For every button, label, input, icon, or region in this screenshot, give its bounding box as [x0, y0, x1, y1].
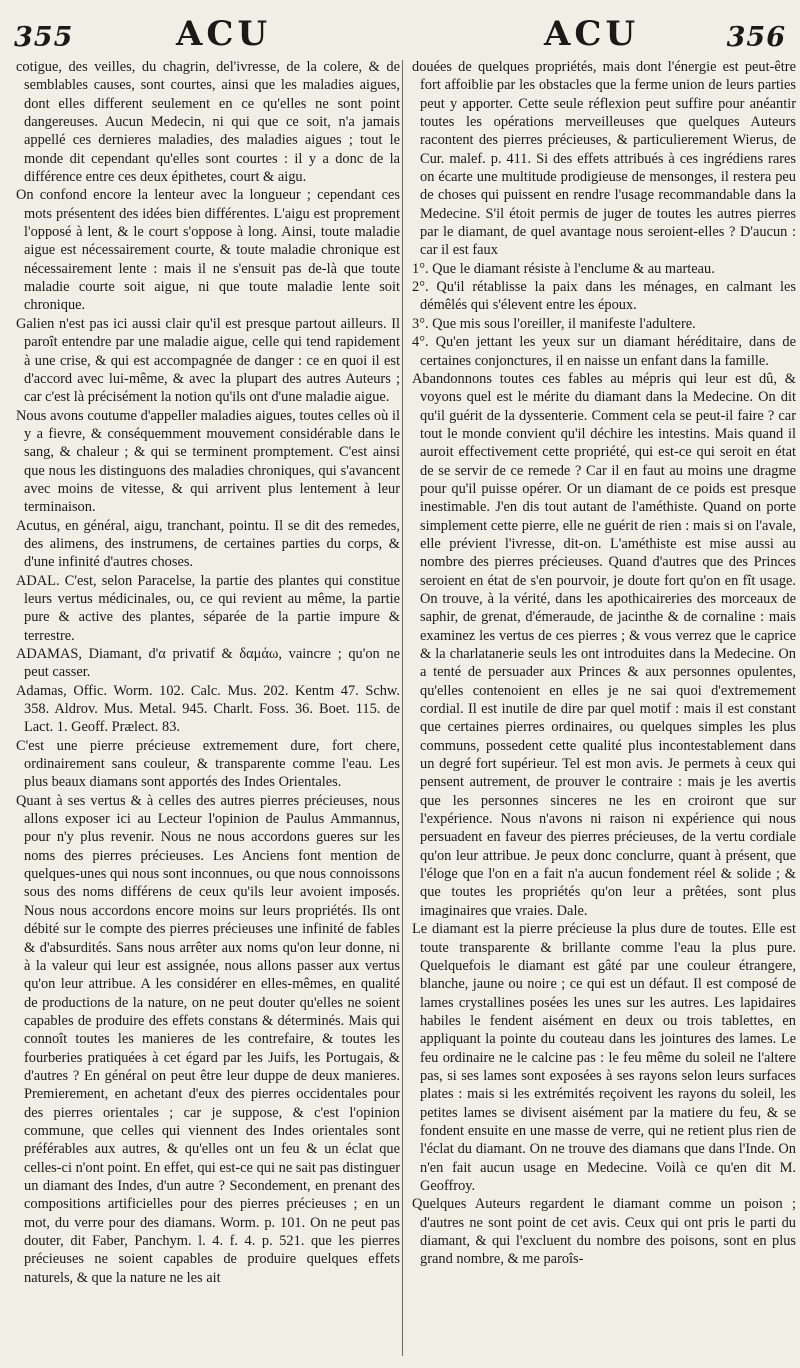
- paragraph: Abandonnons toutes ces fables au mépris qui leur est dû, & voyons quel est le mérite du diamant dans la Medecine. On dit qu'il guérit de la dyssenterie. Comment cela se peut-il faire ? car tout le monde convient qu'il déchire les intestins. Mais quand il auroit effectivement cette propriété, qui est-ce qui seroit en état de se servir de ce remede ? Car il en faut au moins une dragme pour qu'il puisse opérer. Or un diamant de ce poids est presque inestimable. J'en dis tout autant de l'améthiste. Quand on porte simplement cette pierre, elle ne guérit de rien : mais si on l'avale, elle prévient l'ivresse, dit-on. L'améthiste est mise aussi au nombre des pierres précieuses. Quand d'autres que des Princes seroient en état de s'en pourvoir, je doute fort qu'on en fît usage. On trouve, à la vérité, dans les apothicaireries des morceaux de saphir, de grenat, d'émeraude, de jacinthe & de cornaline : mais examinez les vertus de ces pierres ; & vous verrez que le caprice & la charlatanerie seuls les ont introduites dans la Medecine. On a tenté de persuader aux Princes & aux personnes opulentes, qu'elles contenoient en elles je ne sai quoi d'extremement cordial. Il est inutile de dire par quel motif : mais il est constant que certaines pierres ordinaires, ou quelques simples les plus communs, possedent cette qualité plus incontestablement dans un degré fort supérieur. Tel est mon avis. Je permets à ceux qui pensent autrement, de prouver le contraire : mais je les avertis que les personnes sinceres ne les en croiront que sur l'expérience. Nous n'avons ni raison ni expérience qui nous persuadent en faveur des pierres précieuses, de la vertu cordiale qu'on leur attribue. Je peux donc conclurre, quant à présent, que l'éloge que l'on en a fait n'a aucun fondement réel & solide ; & que toutes les propriétés qu'on leur a prêtées, sont plus imaginaires que vraies. Dale.: [412, 370, 796, 919]
- paragraph: Quant à ses vertus & à celles des autres pierres précieuses, nous allons exposer ici au Lecteur l'opinion de Paulus Ammannus, pour n'y plus revenir. Nous ne nous accordons gueres sur les noms des pierres précieuses. Les Anciens font mention de quelques-unes qui nous sont inconnues, ou que nous connoissons sous des noms différens de ceux qu'ils leur avoient imposés. Nous nous accordons encore moins sur leurs propriétés. Ils ont débité sur le compte des pierres précieuses une infinité de fables & d'absurdités. Sans nous arrêter aux noms qu'on leur donne, ni à la valeur qui leur est assignée, nous allons passer aux vertus qu'on leur attribue. A les considérer en elles-mêmes, en qualité de productions de la nature, on ne peut douter qu'elles ne soient capables de produire des effets constans & déterminés. Mais qui connoît toutes les manieres de les contrefaire, & toutes les fourberies pratiquées à cet égard par les Juifs, les Portugais, & d'autres ? En général on peut être leur duppe de deux manieres. Premierement, en achetant d'eux des pierres occidentales pour des pierres orientales ; car je suppose, & c'est l'opinion commune, que celles qui viennent des Indes orientales sont préférables aux autres, & qu'elles ont un feu & un éclat que celles-ci n'ont point. En effet, qui est-ce qui ne sait pas distinguer un diamant des Indes, d'un autre ? Secondement, en prenant des compositions artificielles pour des pierres précieuses ; en un mot, du verre pour des diamans. Worm. p. 101. On ne peut pas douter, dit Faber, Panchym. l. 4. f. 4. p. 521. que les pierres précieuses ne soient capables de produire quelques effets naturels, & que la nature ne les ait: [16, 792, 400, 1286]
- column-divider: [402, 60, 403, 1356]
- paragraph: ADAMAS, Diamant, d'α privatif & δαμάω, vaincre ; qu'on ne peut casser.: [16, 646, 400, 681]
- left-text-column: [16, 58, 400, 1360]
- list-item: 4°. Qu'en jettant les yeux sur un diamant héréditaire, dans de certaines conjonctures, il en naisse un enfant dans la famille.: [412, 334, 796, 369]
- paragraph: ADAL. C'est, selon Paracelse, la partie des plantes qui constitue leurs vertus médicinales, ou, ce qui revient au même, la partie pure & active des plantes, séparée de la partie impure & terrestre.: [16, 572, 400, 644]
- paragraph: douées de quelques propriétés, mais dont l'énergie est peut-être fort affoiblie par les obstacles que la ferme union de leurs parties peut y apporter. Cette seule réflexion peut suffire pour anéantir toutes les opérations merveilleuses que quelques Auteurs racontent des pierres précieuses, & particulierement Wierus, de Cur. malef. p. 411. Si des effets attribués à ces ingrédiens rares on écarte une multitude prodigieuse de mensonges, il restera peu de choses qui puissent en rendre l'usage recommandable dans la Medecine. S'il étoit permis de juger de toutes les autres pierres par le diamant, de quel avantage nous seroient-elles ? D'aucun : car il est faux: [412, 59, 796, 259]
- paragraph: Nous avons coutume d'appeller maladies aigues, toutes celles où il y a fievre, & conséquemment mouvement considérable dans le sang, & chaleur ; & qui se terminent promptement. C'est ainsi que nous les distinguons des maladies chroniques, qui s'avancent avec moins de vitesse, & qui arrivent plus lentement à leur terminaison.: [16, 407, 400, 516]
- paragraph: Acutus, en général, aigu, tranchant, pointu. Il se dit des remedes, des alimens, des instrumens, de certaines parties du corps, & d'une infinité d'autres choses.: [16, 517, 400, 571]
- left-page-number: 355: [14, 22, 74, 53]
- list-item: 2°. Qu'il rétablisse la paix dans les ménages, en calmant les démêlés qui s'élevent entre les époux.: [412, 279, 796, 314]
- paragraph: On confond encore la lenteur avec la longueur ; cependant ces mots présentent des idées bien différentes. L'aigu est proprement l'opposé à lent, & le court s'oppose à long. Ainsi, toute maladie aigue est nécessairement courte, & toute maladie chronique est nécessairement lente : mais il ne s'ensuit pas de-là que toute maladie courte soit aigue, ni que toute maladie lente soit chronique.: [16, 187, 400, 314]
- paragraph: Galien n'est pas ici aussi clair qu'il est presque partout ailleurs. Il paroît entendre par une maladie aigue, celle qui tend rapidement à une crise, & qui est accompagnée de danger : ce en quoi il est d'accord avec lui-même, & avec la plupart des autres Auteurs ; car c'est là précisément la notion qu'ils ont d'une maladie aigue.: [16, 315, 400, 406]
- list-item: 1°. Que le diamant résiste à l'enclume & au marteau.: [412, 260, 715, 277]
- list-item: 3°. Que mis sous l'oreiller, il manifeste l'adultere.: [412, 315, 696, 332]
- paragraph: Quelques Auteurs regardent le diamant comme un poison ; d'autres ne sont point de cet avis. Ceux qui ont pris le parti du diamant, & qui l'excluent du nombre des poisons, sont en plus grand nombre, & me paroîs-: [412, 1196, 796, 1268]
- paragraph: Le diamant est la pierre précieuse la plus dure de toutes. Elle est toute transparente & brillante comme l'eau la plus pure. Quelquefois le diamant est gâté par une couleur étrangere, blanche, jaune ou noire ; ce qui est un défaut. Il est composé de lames crystallines posées les unes sur les autres. Les lapidaires habiles le fendent aisément en deux ou trois tablettes, en appliquant la pointe du couteau dans les jointures des lames. Le feu ordinaire ne le calcine pas : le feu même du soleil ne l'altere pas, si ses lames sont exposées à ses rayons selon leurs surfaces plates : mais si les extrémités reçoivent les rayons du soleil, les petites lames se divisent aisément par la matiere du feu, & se fondent ensuite en une masse de verre, qui ne retient plus rien de l'éclat du diamant. On ne trouve des diamans que dans l'Inde. On n'en fait aucun usage en Medecine. Voilà ce qu'en dit M. Geoffroy.: [412, 921, 796, 1194]
- right-page-number: 356: [726, 22, 786, 53]
- paragraph: C'est une pierre précieuse extremement dure, fort chere, ordinairement sans couleur, & transparente comme l'eau. Les plus beaux diamans sont apportés des Indes Orientales.: [16, 737, 400, 791]
- right-text-column: [412, 58, 796, 1360]
- paragraph: cotigue, des veilles, du chagrin, del'ivresse, de la colere, & de semblables causes, sont courtes, ainsi que les maladies aigues, dont elles different seulement en ce qu'elles ne sont point dangereuses. Aucun Medecin, ni qui que ce soit, n'a jamais appellé ces dernieres maladies, des maladies aigues ; tout le monde dit cependant qu'elles sont courtes : il y a donc de la différence entre ces deux épithetes, court & aigu.: [16, 59, 400, 186]
- paragraph: Adamas, Offic. Worm. 102. Calc. Mus. 202. Kentm 47. Schw. 358. Aldrov. Mus. Metal. 945. Charlt. Foss. 36. Boet. 115. de Lact. 1. Geoff. Prælect. 83.: [16, 682, 400, 736]
- left-running-headword: ACU: [176, 14, 272, 54]
- right-running-headword: ACU: [544, 14, 640, 54]
